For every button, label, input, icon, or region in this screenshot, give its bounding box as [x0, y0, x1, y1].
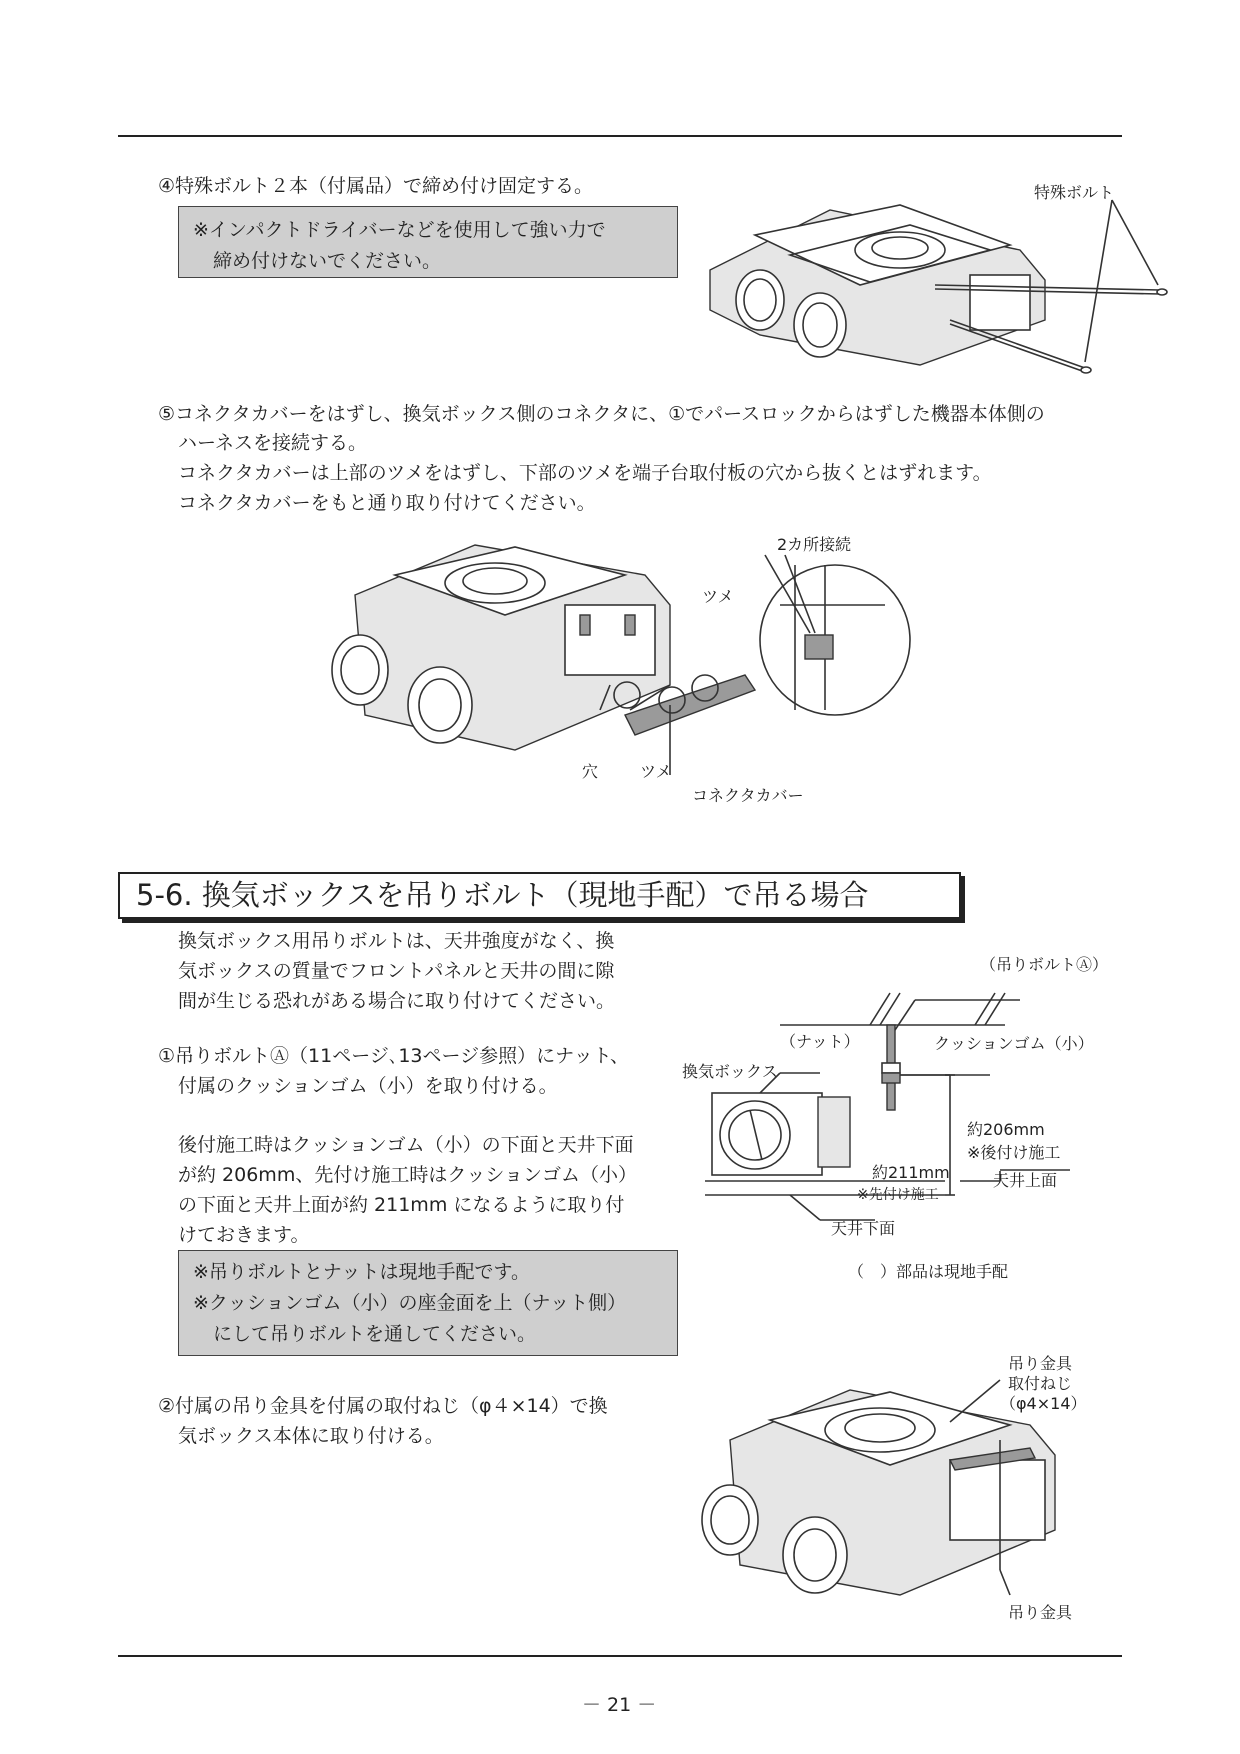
intro-line3: 間が生じる恐れがある場合に取り付けてください。 — [178, 990, 616, 1012]
section-title-text: 5-6. 換気ボックスを吊りボルト（現地手配）で吊る場合 — [136, 878, 869, 912]
intro-line1: 換気ボックス用吊りボルトは、天井強度がなく、換 — [178, 930, 615, 952]
figure3-label-206-note: ※後付け施工 — [967, 1143, 1061, 1162]
section-title — [118, 872, 961, 919]
figure2-label-tsume-top: ツメ — [702, 587, 734, 606]
figure2-label-connect: 2カ所接続 — [777, 535, 852, 554]
step1-line5: の下面と天井上面が約 211mm になるように取り付 — [178, 1194, 625, 1216]
step1-line4: が約 206mm、先付け施工時はクッションゴム（小） — [178, 1164, 637, 1186]
figure4-label-screw3: （φ4×14） — [1000, 1394, 1087, 1413]
step2-line2: 気ボックス本体に取り付ける。 — [178, 1425, 444, 1447]
figure3-label-ceiling-bottom: 天井下面 — [831, 1219, 896, 1238]
step1-note1: ※吊りボルトとナットは現地手配です。 — [193, 1261, 531, 1283]
figure4-label-screw2: 取付ねじ — [1008, 1374, 1073, 1393]
step5-line4: コネクタカバーをもと通り取り付けてください。 — [178, 492, 596, 514]
figure3-label-ceiling-top: 天井上面 — [993, 1171, 1058, 1190]
step1-line3: 後付施工時はクッションゴム（小）の下面と天井下面 — [178, 1134, 634, 1156]
step5-line3: コネクタカバーは上部のツメをはずし、下部のツメを端子台取付板の穴から抜くとはずれます。 — [178, 462, 992, 484]
figure2-label-tsume-bottom: ツメ — [640, 762, 672, 781]
figure3-label-cushion: クッションゴム（小） — [934, 1034, 1094, 1053]
step1-line2: 付属のクッションゴム（小）を取り付ける。 — [178, 1075, 558, 1097]
figure1-unit-illustration — [700, 190, 1180, 390]
step4-note — [178, 206, 678, 278]
figure2-connector-illustration — [325, 535, 945, 785]
step1-note — [178, 1250, 678, 1356]
page-number: － 21 － — [582, 1694, 657, 1716]
figure3-label-box: 換気ボックス — [682, 1062, 778, 1081]
step4-note-line2: 締め付けないでください。 — [213, 250, 442, 272]
step2-line1: ②付属の吊り金具を付属の取付ねじ（φ４×14）で換 — [158, 1395, 608, 1417]
figure4-label-bracket: 吊り金具 — [1008, 1603, 1073, 1622]
figure2-label-ana: 穴 — [582, 762, 599, 781]
figure4-bracket-illustration — [700, 1380, 1120, 1630]
figure2-label-cover: コネクタカバー — [692, 786, 804, 805]
figure3-label-206: 約206mm — [967, 1120, 1045, 1139]
figure3-label-nut: （ナット） — [780, 1032, 860, 1051]
step4-text: ④特殊ボルト２本（付属品）で締め付け固定する。 — [158, 175, 594, 197]
step5-line2: ハーネスを接続する。 — [178, 432, 368, 454]
bottom-rule — [118, 1655, 1122, 1657]
figure1-label-bolt: 特殊ボルト — [1034, 183, 1115, 202]
step1-line6: けておきます。 — [178, 1224, 310, 1246]
step1-note2-line2: にして吊りボルトを通してください。 — [213, 1323, 537, 1345]
figure3-caption: （ ）部品は現地手配 — [848, 1262, 1009, 1281]
figure3-label-211: 約211mm — [872, 1163, 950, 1182]
top-rule — [118, 135, 1122, 137]
step1-line1: ①吊りボルトⒶ（11ページ､13ページ参照）にナット、 — [158, 1045, 630, 1067]
intro-line2: 気ボックスの質量でフロントパネルと天井の間に隙 — [178, 960, 615, 982]
step4-note-line1: ※インパクトドライバーなどを使用して強い力で — [193, 219, 606, 241]
step5-line1: ⑤コネクタカバーをはずし、換気ボックス側のコネクタに、①でパースロックからはずした機器本体側の — [158, 403, 1045, 425]
figure3-label-bolt: （吊りボルトⒶ） — [980, 955, 1109, 974]
figure4-label-screw1: 吊り金具 — [1008, 1354, 1073, 1373]
figure3-label-211-note: ※先付け施工 — [857, 1187, 939, 1203]
step1-note2-line1: ※クッションゴム（小）の座金面を上（ナット側） — [193, 1292, 627, 1314]
